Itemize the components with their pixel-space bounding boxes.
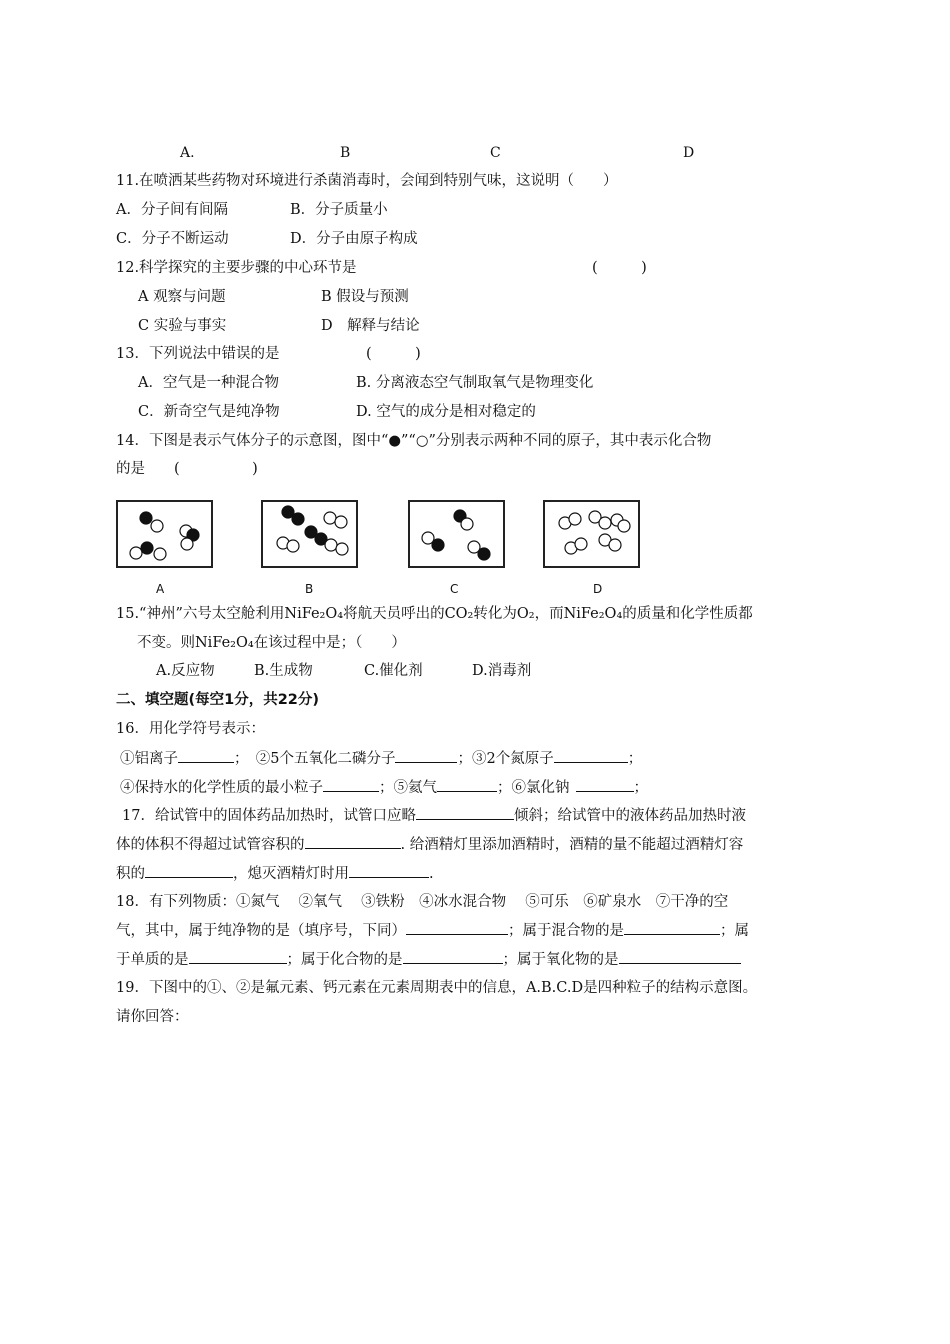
- q19-line1: 19．下图中的①、②是氟元素、钙元素在元素周期表中的信息，A.B.C.D是四种粒子的结构示意图。: [116, 980, 758, 996]
- q16-blank6[interactable]: [576, 777, 634, 792]
- q18-text6: ；属于氧化物的是: [502, 952, 619, 968]
- q12-option-a: A 观察与问题: [138, 289, 226, 305]
- q19-line2: 请你回答：: [116, 1009, 189, 1025]
- q17-text4: . 给酒精灯里添加酒精时，酒精的量不能超过酒精灯容: [400, 837, 744, 853]
- q17-text3: 体的体积不得超过试管容积的: [116, 837, 305, 853]
- q16-stem: 16．用化学符号表示：: [116, 721, 265, 737]
- molecule-diagram-d: [545, 502, 638, 566]
- q13-options-row2: [138, 402, 536, 422]
- q13-option-c: C．新奇空气是纯净物: [138, 404, 280, 420]
- q13-option-a: A．空气是一种混合物: [138, 375, 279, 391]
- q11-options-row1: [116, 200, 388, 220]
- q18-text2: ；属于混合物的是: [508, 923, 624, 939]
- q12-options-row2: [138, 316, 420, 336]
- q12-paren: ( ): [592, 260, 647, 276]
- q18-blank-element[interactable]: [189, 949, 287, 964]
- q17-blank3[interactable]: [145, 863, 233, 878]
- q18-text5: ；属于化合物的是: [286, 952, 403, 968]
- q13-options-row1: [138, 373, 594, 393]
- q18-blank-mixture[interactable]: [624, 920, 720, 935]
- q11-option-c: C．分子不断运动: [116, 231, 229, 247]
- figure-label-a: A.: [180, 145, 195, 161]
- molecule-diagram-a: [118, 502, 211, 566]
- q18-text1: 气，其中，属于纯净物的是（填序号，下同）: [116, 923, 406, 939]
- q16-blank4[interactable]: [323, 777, 379, 792]
- q16-part1: ①铝离子: [120, 751, 178, 767]
- q15-option-d: D.消毒剂: [472, 663, 532, 679]
- q17-line2: [116, 834, 743, 855]
- q17-text2: 倾斜；给试管中的液体药品加热时液: [513, 808, 746, 824]
- molecule-box-c: [408, 500, 505, 568]
- molecule-box-d: [543, 500, 640, 568]
- q17-blank2[interactable]: [305, 834, 401, 849]
- molecule-diagram-b: [263, 502, 356, 566]
- figure-label-d: D: [683, 145, 695, 161]
- q16-blank2[interactable]: [395, 748, 457, 763]
- molecule-label-b: B: [305, 582, 314, 596]
- q17-text7: .: [429, 866, 434, 882]
- q16-blank3[interactable]: [554, 748, 628, 763]
- q18-text3: ；属: [720, 923, 749, 939]
- q15-option-c: C.催化剂: [364, 663, 423, 679]
- q11-options-row2: [116, 229, 418, 249]
- q17-text1: 17．给试管中的固体药品加热时，试管口应略: [122, 808, 416, 824]
- q11-option-d: D．分子由原子构成: [290, 231, 418, 247]
- q14-line2: 的是 ( ): [116, 461, 258, 477]
- q12-option-b: B 假设与预测: [321, 289, 409, 305]
- figure-label-b: B: [340, 145, 351, 161]
- q17-blank4[interactable]: [349, 863, 429, 878]
- q16-blank1[interactable]: [178, 748, 234, 763]
- q18-blank-pure[interactable]: [406, 920, 508, 935]
- q15-option-a: A.反应物: [156, 663, 215, 679]
- q16-part2: ； ②5个五氧化二磷分子: [234, 751, 396, 767]
- figure-label-c: C: [490, 145, 501, 161]
- q11-option-a: A．分子间有间隔: [116, 202, 228, 218]
- q18-text4: 于单质的是: [116, 952, 189, 968]
- q16-end1: ；: [627, 751, 643, 767]
- q14-line1: 14．下图是表示气体分子的示意图，图中“●”“○”分别表示两种不同的原子，其中表示化合物: [116, 433, 712, 449]
- q17-text5: 积的: [116, 866, 145, 882]
- q17-blank1[interactable]: [416, 805, 514, 820]
- q16-row1: [120, 748, 642, 769]
- q15-line1: 15.“神州”六号太空舱利用NiFe₂O₄将航天员呼出的CO₂转化为O₂，而NiFe₂O₄的质量和化学性质都: [116, 606, 753, 622]
- q12-options-row1: [138, 287, 409, 307]
- q13-stem: [116, 344, 421, 364]
- q17-text6: ，熄灭酒精灯时用: [233, 866, 349, 882]
- q16-end2: ；: [633, 780, 648, 796]
- q16-part4: ④保持水的化学性质的最小粒子: [120, 780, 323, 796]
- q16-part3: ；③2个氮原子: [457, 751, 554, 767]
- q16-blank5[interactable]: [437, 777, 497, 792]
- q12-stem-text: 12.科学探究的主要步骤的中心环节是: [116, 260, 357, 276]
- q15-options: [156, 661, 532, 681]
- q16-part5: ；⑤氦气: [379, 780, 437, 796]
- section-title: 二、填空题(每空1分，共22分): [116, 692, 320, 708]
- q15-option-b: B.生成物: [254, 663, 313, 679]
- molecule-label-a: A: [156, 582, 165, 596]
- q12-option-c: C 实验与事实: [138, 318, 227, 334]
- q18-blank-compound[interactable]: [403, 949, 503, 964]
- q12-stem: [116, 258, 647, 278]
- q15-line2: 不变。则NiFe₂O₄在该过程中是；（ ）: [137, 635, 406, 651]
- q16-row2: [120, 777, 648, 798]
- molecule-label-d: D: [593, 582, 603, 596]
- q18-line1: 18．有下列物质：①氮气 ②氧气 ③铁粉 ④冰水混合物 ⑤可乐 ⑥矿泉水 ⑦干净的空: [116, 894, 729, 910]
- q11-stem: 11.在喷洒某些药物对环境进行杀菌消毒时，会闻到特别气味，这说明（ ）: [116, 173, 618, 189]
- q12-option-d: D 解释与结论: [321, 318, 420, 334]
- q13-paren: ( ): [366, 346, 421, 362]
- q13-option-d: D. 空气的成分是相对稳定的: [356, 404, 536, 420]
- q16-part6: ；⑥氯化钠: [497, 780, 570, 796]
- q13-option-b: B. 分离液态空气制取氧气是物理变化: [356, 375, 594, 391]
- molecule-label-c: C: [450, 582, 459, 596]
- molecule-box-b: [261, 500, 358, 568]
- q13-stem-text: 13．下列说法中错误的是: [116, 346, 280, 362]
- q18-blank-oxide[interactable]: [619, 949, 741, 964]
- molecule-diagram-c: [410, 502, 503, 566]
- q11-option-b: B．分子质量小: [290, 202, 388, 218]
- molecule-box-a: [116, 500, 213, 568]
- q17-line1: [122, 805, 746, 826]
- q18-line2: [116, 920, 749, 941]
- q17-line3: [116, 863, 434, 884]
- q18-line3: [116, 949, 741, 970]
